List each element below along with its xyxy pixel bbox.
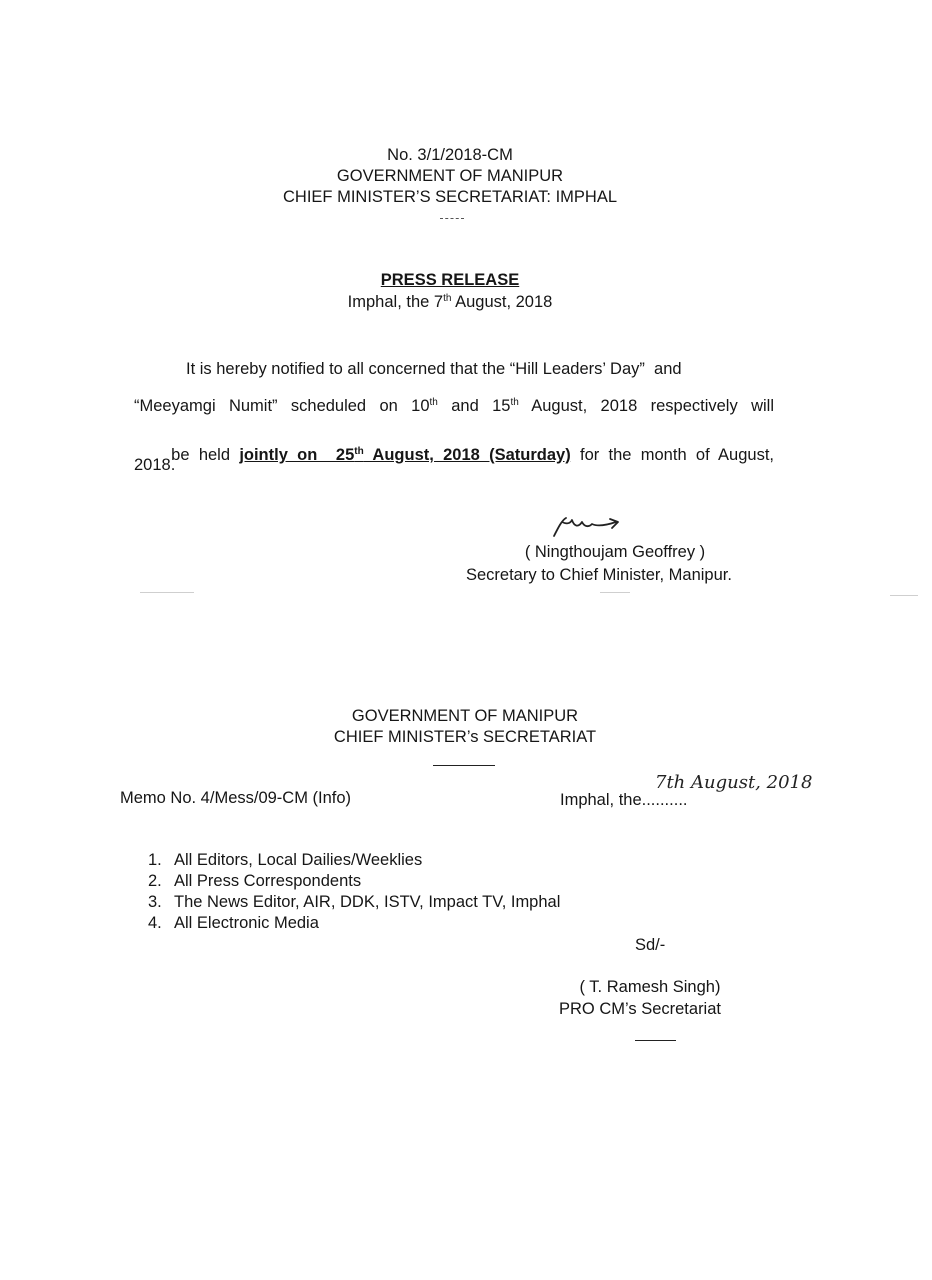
government-name: GOVERNMENT OF MANIPUR xyxy=(336,167,564,185)
memo-date: Imphal, the.......... xyxy=(560,791,688,809)
list-item: 1. All Editors, Local Dailies/Weeklies xyxy=(148,851,423,869)
reference-number: No. 3/1/2018-CM xyxy=(387,146,513,164)
event-date-highlight: jointly on 25th August, 2018 (Saturday) xyxy=(239,446,571,464)
closing-divider xyxy=(635,1040,676,1041)
scan-mark xyxy=(140,592,194,593)
closing-name: ( T. Ramesh Singh) xyxy=(579,978,721,996)
memo-header-divider xyxy=(433,765,495,766)
signed-mark: Sd/- xyxy=(635,936,666,954)
body-line-2: “Meeyamgi Numit” scheduled on 10th and 15th August, 2018 respectively will xyxy=(134,397,774,415)
memo-office-name: CHIEF MINISTER’s SECRETARIAT xyxy=(333,728,597,746)
header-divider xyxy=(440,218,464,219)
scan-mark xyxy=(600,592,630,593)
signatory-designation: Secretary to Chief Minister, Manipur. xyxy=(466,566,732,584)
signature-mark xyxy=(548,512,628,542)
body-line-4: 2018. xyxy=(134,456,176,474)
body-line-3: be held jointly on 25th August, 2018 (Saturday) for the month of August, xyxy=(171,446,775,464)
list-item: 4. All Electronic Media xyxy=(148,914,319,932)
memo-header xyxy=(265,706,665,748)
memo-government-name: GOVERNMENT OF MANIPUR xyxy=(351,707,579,725)
memo-date-handwritten: 7th August, 2018 xyxy=(655,772,813,793)
office-name: CHIEF MINISTER’S SECRETARIAT: IMPHAL xyxy=(282,188,617,206)
scan-mark xyxy=(890,595,918,596)
press-release-title: PRESS RELEASE xyxy=(380,271,520,289)
letter-header xyxy=(200,145,700,208)
list-item: 3. The News Editor, AIR, DDK, ISTV, Impact TV, Imphal xyxy=(148,893,561,911)
recipient-list xyxy=(148,850,560,934)
closing-designation: PRO CM’s Secretariat xyxy=(559,1000,721,1018)
press-release-date: Imphal, the 7th August, 2018 xyxy=(347,293,553,311)
body-line-1: It is hereby notified to all concerned that the “Hill Leaders’ Day” and xyxy=(186,360,682,378)
list-item: 2. All Press Correspondents xyxy=(148,872,362,890)
signatory-name: ( Ningthoujam Geoffrey ) xyxy=(524,543,706,561)
memo-number: Memo No. 4/Mess/09-CM (Info) xyxy=(120,789,352,807)
